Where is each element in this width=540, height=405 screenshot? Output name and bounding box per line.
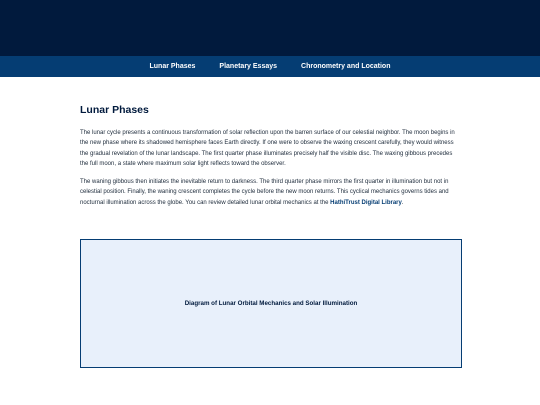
- diagram-placeholder: [80, 239, 462, 368]
- second-paragraph: [80, 177, 462, 208]
- second-paragraph-text: The waning gibbous then initiates the inevitable return to darkness. The third quarter phase mirrors the first quarter in illumination but not in celestial position. Finally, the waning crescent completes the cycle before the new moon returns. This cyclical mechanics governs tides and nocturnal illumination across the globe. You can review detailed lunar orbital mechanics at the: [80, 179, 449, 206]
- second-paragraph-end: .: [401, 199, 404, 206]
- nav-link-chronometry-location[interactable]: Chronometry and Location: [301, 63, 391, 70]
- intro-paragraph: The lunar cycle presents a continuous transformation of solar reflection upon the barren surface of our celestial neighbor. The moon begins in the new phase where its shadowed hemisphere faces Earth directly. If one were to observe the waxing crescent carefully, they would witness the gradual revelation of the lunar landscape. The first quarter phase illuminates precisely half the visible disc. The waxing gibbous precedes the full moon, a state where maximum solar light reflects toward the observer.: [80, 130, 455, 167]
- hathitrust-link[interactable]: HathiTrust Digital Library: [330, 199, 402, 206]
- main-content: [80, 77, 462, 208]
- site-header-band: [0, 0, 540, 56]
- nav-link-lunar-phases[interactable]: Lunar Phases: [149, 63, 196, 70]
- diagram-caption: Diagram of Lunar Orbital Mechanics and Solar Illumination: [184, 300, 358, 307]
- nav-link-planetary-essays[interactable]: Planetary Essays: [219, 63, 278, 70]
- main-nav: [0, 56, 540, 77]
- page-title: Lunar Phases: [80, 104, 149, 116]
